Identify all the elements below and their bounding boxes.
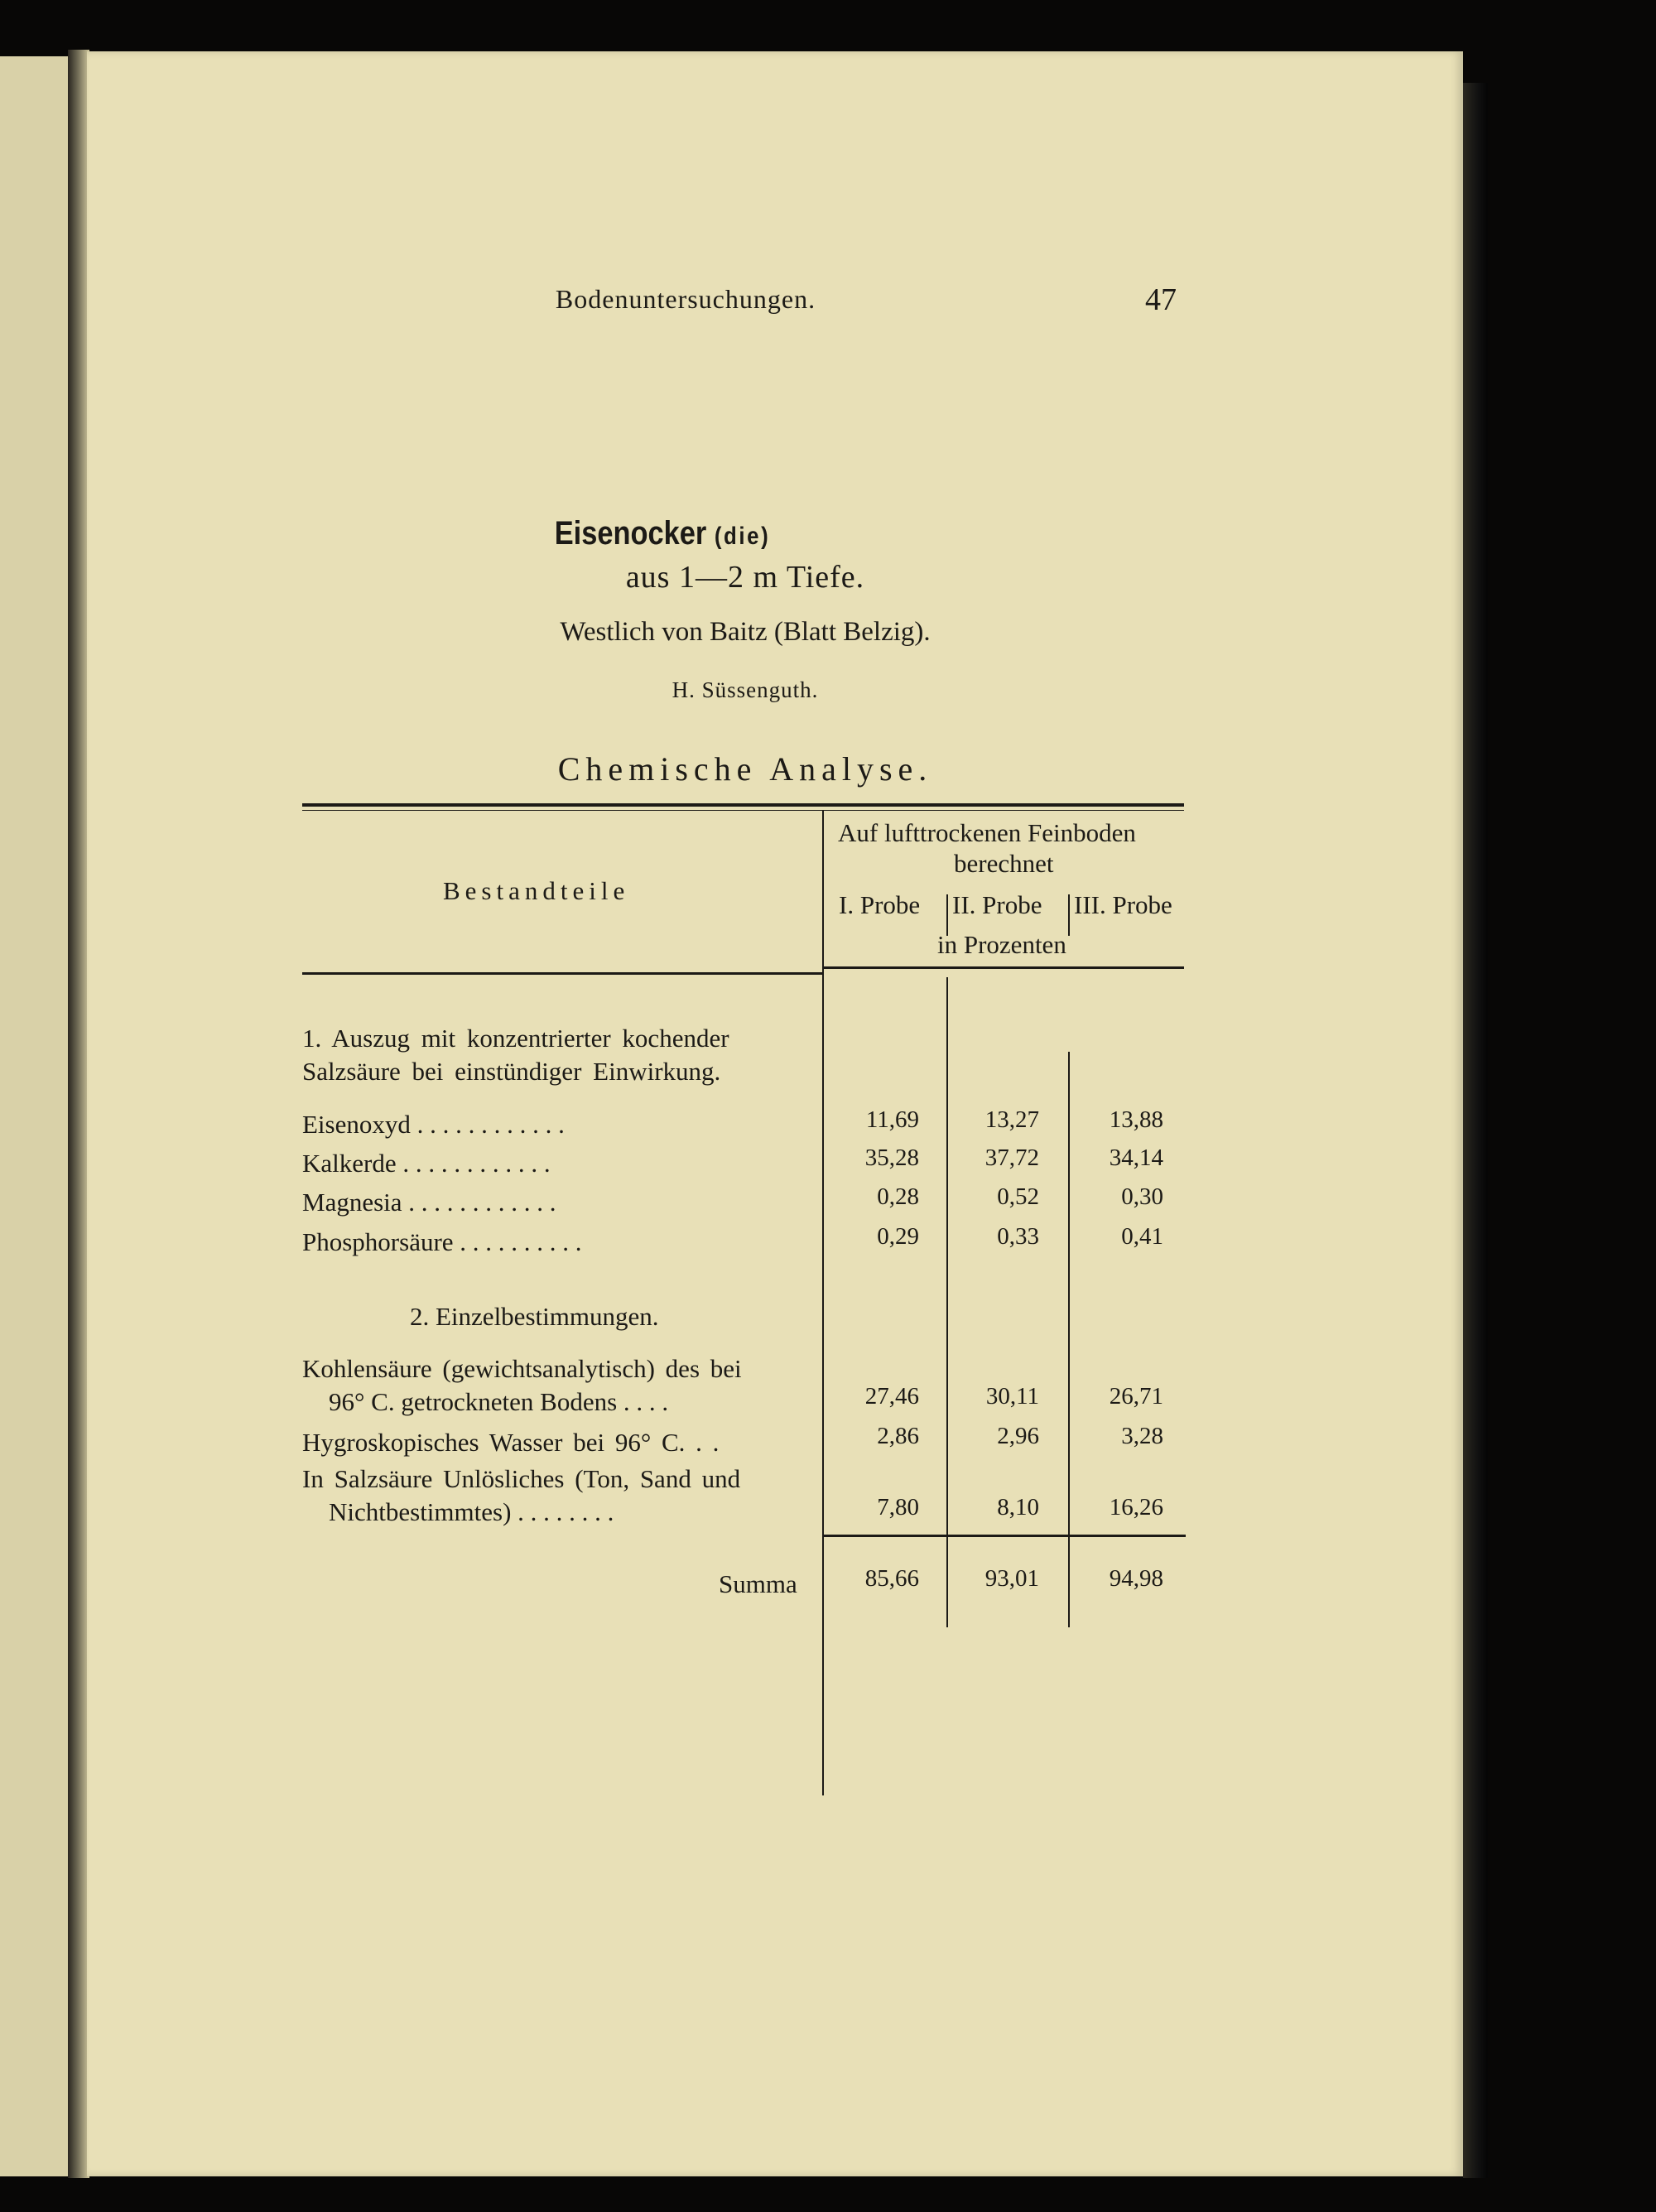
column-header-3: III. Probe bbox=[1074, 890, 1172, 919]
row-label-phosphorsaeure: Phosphorsäure . . . . . . . . . . bbox=[302, 1227, 582, 1256]
section-1-title-2: Salzsäure bei einstündiger Einwirkung. bbox=[302, 1057, 721, 1086]
table-top-rule-thin bbox=[302, 810, 1184, 811]
value-kalkerde-2: 37,72 bbox=[984, 1145, 1039, 1171]
row-label-eisenoxyd: Eisenoxyd . . . . . . . . . . . . bbox=[302, 1110, 565, 1139]
author-line: H. Süssenguth. bbox=[672, 677, 819, 702]
row-label-magnesia: Magnesia . . . . . . . . . . . . bbox=[302, 1188, 556, 1217]
page-title bbox=[449, 515, 876, 552]
header-group-2: berechnet bbox=[954, 849, 1054, 878]
column-divider-2c bbox=[1068, 1540, 1070, 1619]
row-label-unloesliches: In Salzsäure Unlösliches (Ton, Sand und bbox=[302, 1464, 741, 1493]
section-1-title: 1. Auszug mit konzentrierter kochender bbox=[302, 1024, 729, 1053]
column-divider-1c bbox=[946, 1540, 948, 1619]
value-phosphorsaeure-2: 0,33 bbox=[997, 1223, 1039, 1250]
column-divider-2 bbox=[1068, 894, 1070, 936]
value-kohlensaeure-3: 26,71 bbox=[1109, 1383, 1163, 1410]
location-line: Westlich von Baitz (Blatt Belzig). bbox=[560, 617, 931, 647]
value-kalkerde-1: 35,28 bbox=[864, 1145, 919, 1171]
column-divider-1b bbox=[946, 977, 948, 1627]
header-group: Auf lufttrockenen Feinboden bbox=[838, 818, 1136, 847]
value-phosphorsaeure-3: 0,41 bbox=[1121, 1223, 1163, 1250]
title-annotation: (die) bbox=[714, 523, 771, 550]
value-unloesliches-3: 16,26 bbox=[1109, 1494, 1163, 1520]
sum-value-2: 93,01 bbox=[984, 1565, 1039, 1592]
title-main: Eisenocker bbox=[554, 515, 707, 552]
row-label-kohlensaeure-2: 96° C. getrockneten Bodens . . . . bbox=[329, 1387, 669, 1416]
book-edge bbox=[1463, 83, 1488, 2178]
section-2-title: 2. Einzelbestimmungen. bbox=[410, 1302, 659, 1331]
value-magnesia-2: 0,52 bbox=[997, 1183, 1039, 1210]
value-kohlensaeure-1: 27,46 bbox=[864, 1383, 919, 1410]
column-header-1: I. Probe bbox=[839, 890, 921, 919]
table-top-rule bbox=[302, 803, 1184, 807]
value-wasser-2: 2,96 bbox=[997, 1423, 1039, 1449]
value-eisenoxyd-3: 13,88 bbox=[1109, 1106, 1163, 1133]
column-divider-main bbox=[822, 810, 824, 1795]
column-header-2: II. Probe bbox=[952, 890, 1042, 919]
section-heading: Chemische Analyse. bbox=[557, 750, 933, 788]
sum-label: Summa bbox=[719, 1569, 797, 1598]
value-wasser-1: 2,86 bbox=[877, 1423, 919, 1449]
row-label-kalkerde: Kalkerde . . . . . . . . . . . . bbox=[302, 1149, 551, 1178]
value-wasser-3: 3,28 bbox=[1121, 1423, 1163, 1449]
value-phosphorsaeure-1: 0,29 bbox=[877, 1223, 919, 1250]
facing-page-edge bbox=[0, 56, 68, 2176]
value-unloesliches-2: 8,10 bbox=[997, 1494, 1039, 1520]
row-label-kohlensaeure: Kohlensäure (gewichtsanalytisch) des bei bbox=[302, 1354, 742, 1383]
sum-rule bbox=[824, 1535, 1186, 1537]
header-bottom-rule-right bbox=[822, 966, 1184, 969]
header-bottom-rule-left bbox=[302, 972, 822, 975]
sum-value-1: 85,66 bbox=[864, 1565, 919, 1592]
row-label-wasser: Hygroskopisches Wasser bei 96° C. . . bbox=[302, 1428, 720, 1457]
value-unloesliches-1: 7,80 bbox=[877, 1494, 919, 1520]
value-eisenoxyd-1: 11,69 bbox=[865, 1106, 919, 1133]
value-magnesia-3: 0,30 bbox=[1121, 1183, 1163, 1210]
page bbox=[87, 51, 1463, 2176]
value-eisenoxyd-2: 13,27 bbox=[984, 1106, 1039, 1133]
row-label-unloesliches-2: Nichtbestimmtes) . . . . . . . . bbox=[329, 1497, 614, 1526]
page-number: 47 bbox=[1145, 282, 1177, 317]
header-unit: in Prozenten bbox=[937, 930, 1066, 959]
value-kohlensaeure-2: 30,11 bbox=[985, 1383, 1039, 1410]
depth-line: aus 1—2 m Tiefe. bbox=[625, 560, 865, 595]
running-title: Bodenuntersuchungen. bbox=[555, 284, 816, 314]
sum-value-3: 94,98 bbox=[1109, 1565, 1163, 1592]
header-component: Bestandteile bbox=[443, 876, 630, 905]
value-kalkerde-3: 34,14 bbox=[1109, 1145, 1163, 1171]
value-magnesia-1: 0,28 bbox=[877, 1183, 919, 1210]
